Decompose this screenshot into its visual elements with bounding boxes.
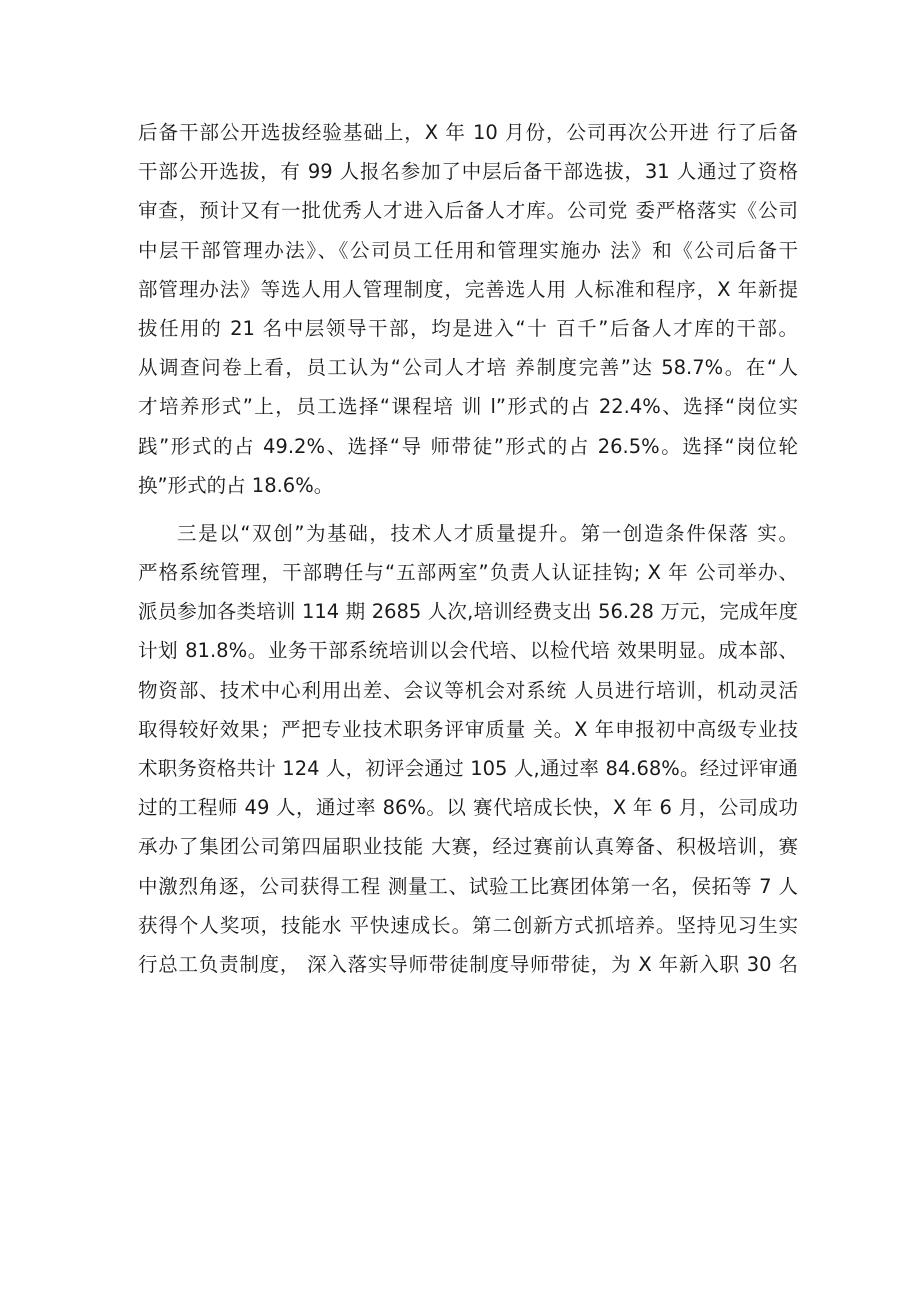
text-line: 物资部、技术中心利用出差、会议等机会对系统 人员进行培训，机动灵活 <box>138 678 798 702</box>
text-line: 严格系统管理，干部聘任与“五部两室”负责人认证挂钩; X 年 公司举办、 <box>138 561 798 585</box>
text-line: 后备干部公开选拔经验基础上，X 年 10 月份，公司再次公开进 行了后备 <box>138 121 798 144</box>
text-line: 从调查问卷上看，员工认为“公司人才培 养制度完善”达 58.7%。在“人 <box>138 356 798 380</box>
text-line: 行总工负责制度， 深入落实导师带徒制度导师带徒，为 X 年新入职 30 名 <box>138 952 798 976</box>
paragraph-1 <box>138 113 798 505</box>
text-line: 部管理办法》等选人用人管理制度，完善选人用 人标准和程序，X 年新提 <box>138 277 798 301</box>
text-line: 过的工程师 49 人，通过率 86%。以 赛代培成长快，X 年 6 月，公司成功 <box>138 796 798 820</box>
text-line: 践”形式的占 49.2%、选择“导 师带徒”形式的占 26.5%。选择“岗位轮 <box>138 434 798 458</box>
text-line: 中激烈角逐，公司获得工程 测量工、试验工比赛团体第一名，侯拓等 7 人 <box>138 874 798 898</box>
text-line: 中层干部管理办法》、《公司员工任用和管理实施办 法》和《公司后备干 <box>138 238 798 262</box>
text-line: 获得个人奖项，技能水 平快速成长。第二创新方式抓培养。坚持见习生实 <box>138 913 798 937</box>
text-line-indented: 三是以“双创”为基础，技术人才质量提升。第一创造条件保落 实。 <box>177 521 798 545</box>
text-line: 取得较好效果；严把专业技术职务评审质量 关。X 年申报初中高级专业技 <box>138 717 798 741</box>
document-body <box>138 113 798 984</box>
paragraph-2 <box>138 514 798 984</box>
text-line: 术职务资格共计 124 人，初评会通过 105 人,通过率 84.68%。经过评审通 <box>138 757 798 780</box>
text-line: 计划 81.8%。业务干部系统培训以会代培、以检代培 效果明显。成本部、 <box>138 639 798 663</box>
text-line: 承办了集团公司第四届职业技能 大赛，经过赛前认真筹备、积极培训，赛 <box>138 835 798 859</box>
text-line: 换”形式的占 18.6%。 <box>138 473 334 497</box>
text-line: 审查，预计又有一批优秀人才进入后备人才库。公司党 委严格落实《公司 <box>138 199 798 223</box>
text-line: 干部公开选拔，有 99 人报名参加了中层后备干部选拔，31 人通过了资格 <box>138 160 798 184</box>
text-line: 拔任用的 21 名中层领导干部，均是进入“十 百千”后备人才库的干部。 <box>138 316 798 340</box>
text-line: 派员参加各类培训 114 期 2685 人次,培训经费支出 56.28 万元，完成年度 <box>138 600 798 624</box>
text-line: 才培养形式”上，员工选择“课程培 训 l”形式的占 22.4%、选择“岗位实 <box>138 395 798 419</box>
paragraph-spacer <box>138 505 798 514</box>
